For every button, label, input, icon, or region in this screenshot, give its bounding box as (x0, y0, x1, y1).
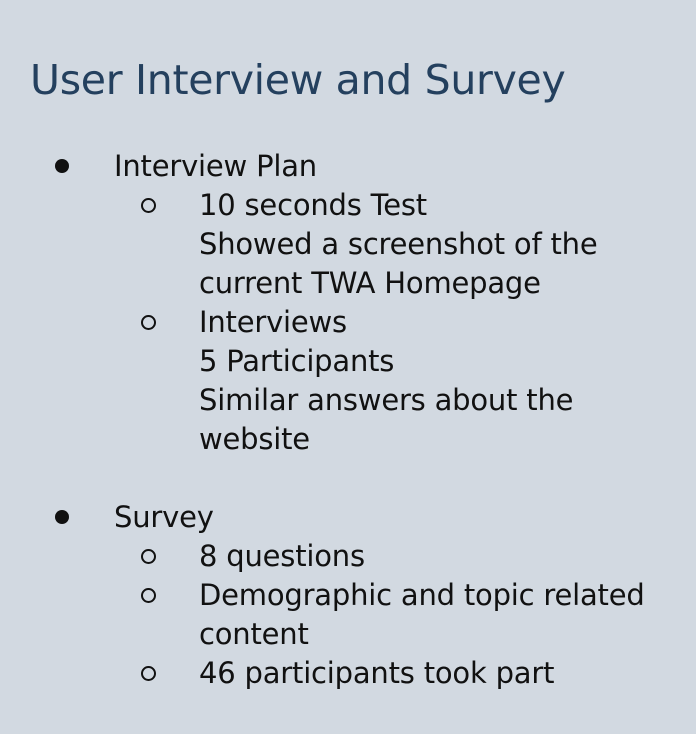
sub-bullet-10-seconds-test (0, 186, 696, 303)
sub-bullet-line: Showed a screenshot of the (199, 227, 598, 261)
bullet-survey (0, 498, 696, 537)
section-spacer (0, 459, 696, 498)
sub-bullet-demographic (0, 576, 696, 654)
hollow-bullet-icon (138, 303, 158, 342)
slide-title: User Interview and Survey (30, 56, 566, 104)
sub-bullet-line: 8 questions (199, 539, 365, 573)
sub-bullet-line: content (199, 617, 309, 651)
bullet-interview-plan (0, 147, 696, 186)
sub-bullet-line: website (199, 422, 310, 456)
sub-bullet-line: Interviews (199, 305, 347, 339)
bullet-label: Survey (114, 500, 214, 534)
filled-bullet-icon (52, 147, 72, 186)
hollow-bullet-icon (138, 537, 158, 576)
hollow-bullet-icon (138, 186, 158, 225)
sub-bullet-46-participants (0, 654, 696, 693)
sub-bullet-8-questions (0, 537, 696, 576)
sub-bullet-interviews (0, 303, 696, 459)
hollow-bullet-icon (138, 654, 158, 693)
bullet-label: Interview Plan (114, 149, 317, 183)
sub-bullet-line: 46 participants took part (199, 656, 555, 690)
hollow-bullet-icon (138, 576, 158, 615)
sub-bullet-line: Demographic and topic related (199, 578, 645, 612)
sub-bullet-line: 10 seconds Test (199, 188, 427, 222)
sub-bullet-line: current TWA Homepage (199, 266, 541, 300)
filled-bullet-icon (52, 498, 72, 537)
sub-bullet-line: Similar answers about the (199, 383, 574, 417)
sub-bullet-line: 5 Participants (199, 344, 395, 378)
bullet-list (0, 147, 696, 693)
